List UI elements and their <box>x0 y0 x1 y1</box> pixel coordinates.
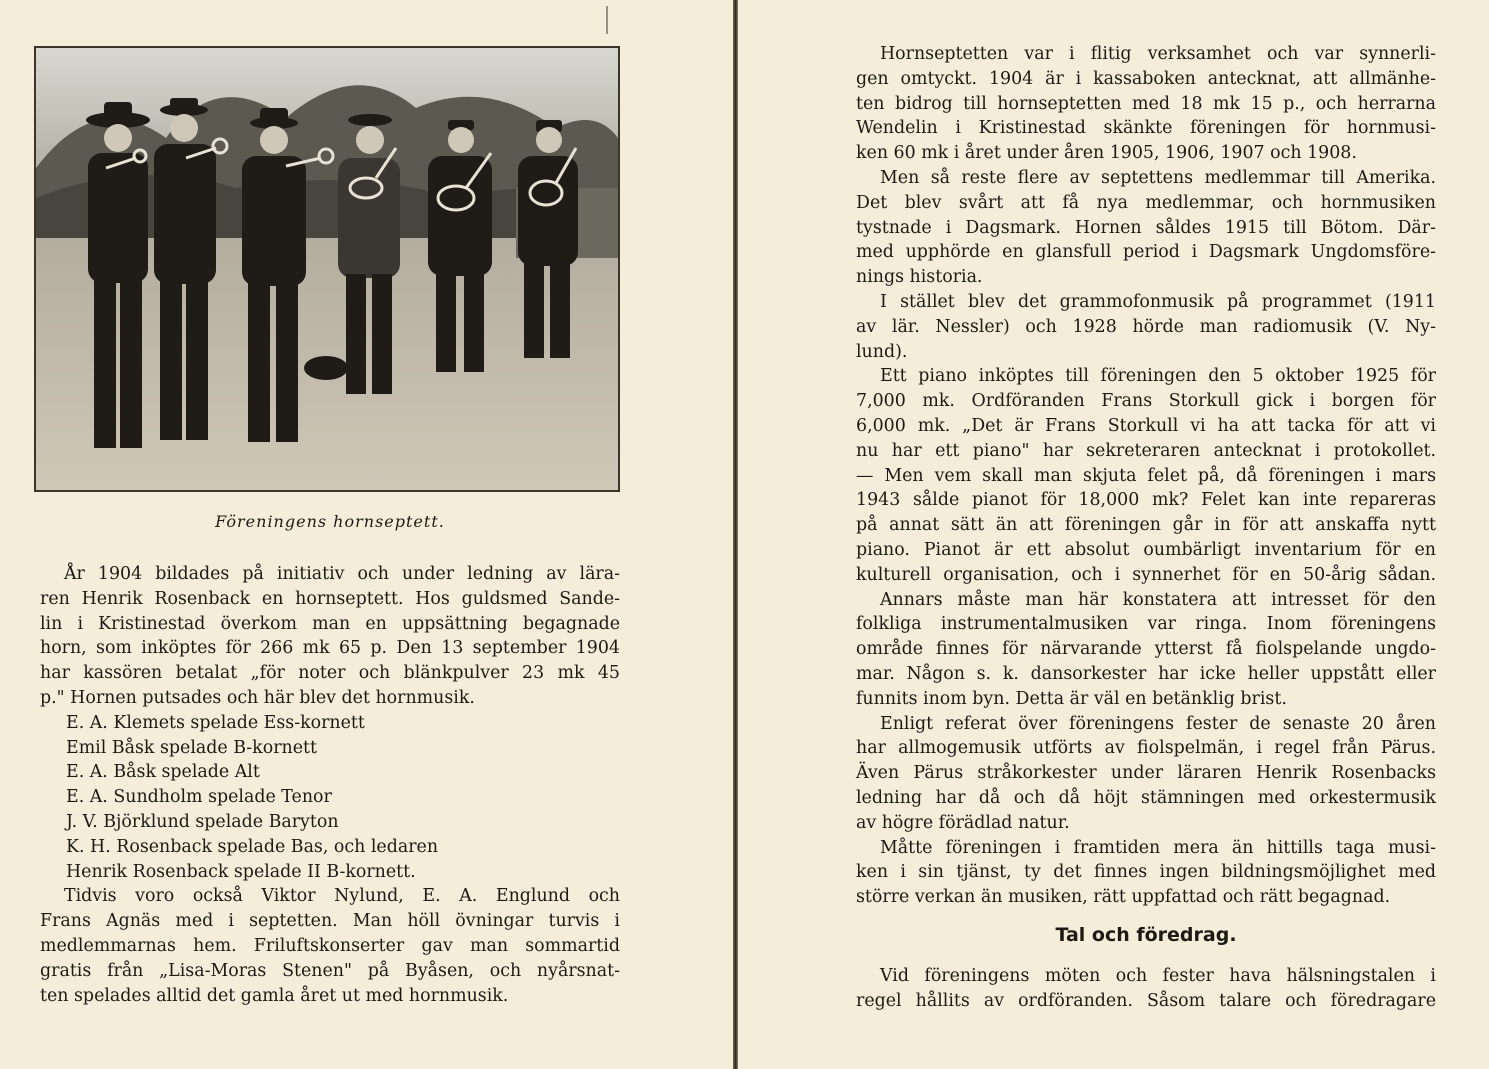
player-line: Emil Båsk spelade B-kornett <box>66 737 317 758</box>
left-page <box>0 0 733 1069</box>
right-page-text <box>856 42 1436 910</box>
text-line: Men så reste flere av septettens medlemmar till Amerika. <box>880 167 1436 188</box>
text-line: större verkan än musiken, rätt uppfattad och rätt begagnad. <box>856 887 1391 908</box>
section-text <box>856 964 1436 1014</box>
text-line: ten bidrog till hornseptetten med 18 mk 15 p., och herrarna <box>856 93 1436 114</box>
text-line: mar. Någon s. k. dansorkester har icke heller uppstått eller <box>856 663 1436 684</box>
text-line: I stället blev det grammofonmusik på programmet (1911 <box>880 291 1436 312</box>
player-line: E. A. Klemets spelade Ess-kornett <box>66 712 365 733</box>
text-line: Tidvis voro också Viktor Nylund, E. A. Englund och <box>64 886 620 907</box>
text-line: 1943 sålde pianot för 18,000 mk? Felet kan inte repareras <box>856 490 1436 511</box>
text-line: Ett piano inköptes till föreningen den 5 oktober 1925 för <box>880 366 1436 387</box>
text-line: nu har ett piano" har sekreteraren antecknat i protokollet. <box>856 440 1436 461</box>
text-line: tystnade i Dagsmark. Hornen såldes 1915 till Bötom. Där- <box>856 217 1436 238</box>
text-line: gratis från „Lisa-Moras Stenen" på Byåsen, och nyårsnat- <box>40 960 620 981</box>
left-page-text <box>40 562 620 1008</box>
text-line: Enligt referat över föreningens fester de senaste 20 åren <box>880 713 1436 734</box>
text-line: lin i Kristinestad överkom man en uppsättning begagnade <box>40 613 620 634</box>
player-line: E. A. Sundholm spelade Tenor <box>66 787 332 808</box>
text-line: av lär. Nessler) och 1928 hörde man radiomusik (V. Ny- <box>856 316 1436 337</box>
text-line: Det blev svårt att få nya medlemmar, och hornmusiken <box>856 192 1436 213</box>
text-line: med upphörde en glansfull period i Dagsmark Ungdomsföre- <box>856 242 1436 263</box>
photo-caption: Föreningens hornseptett. <box>215 512 445 531</box>
text-line: ken 60 mk i året under åren 1905, 1906, 1907 och 1908. <box>856 143 1357 164</box>
text-line: ren Henrik Rosenback en hornseptett. Hos guldsmed Sande- <box>40 588 620 609</box>
band-photo <box>34 46 620 492</box>
text-line: Vid föreningens möten och fester hava hälsningstalen i <box>880 966 1436 986</box>
text-line: piano. Pianot är ett absolut oumbärligt inventarium för en <box>856 539 1436 560</box>
text-line: funnits inom byn. Detta är väl en betänklig brist. <box>856 688 1287 709</box>
text-line: på annat sätt än att föreningen går in för att anskaffa nytt <box>856 515 1436 536</box>
text-line: har kassören betalat „för noter och blänkpulver 23 mk 45 <box>40 663 620 684</box>
text-line: har allmogemusik utförts av fiolspelmän, i regel från Pärus. <box>856 738 1436 759</box>
text-line: Annars måste man här konstatera att intresset för den <box>880 589 1436 610</box>
text-line: regel hållits av ordföranden. Såsom talare och föredragare <box>856 990 1436 1011</box>
text-line: 6,000 mk. „Det är Frans Storkull vi ha att tacka för att vi <box>856 415 1436 436</box>
text-line: kulturell organisation, och i synnerhet för en 50-årig sådan. <box>856 564 1436 585</box>
section-heading: Tal och föredrag. <box>1055 924 1237 946</box>
player-line: K. H. Rosenback spelade Bas, och ledaren <box>66 836 439 857</box>
player-line: J. V. Björklund spelade Baryton <box>66 811 339 832</box>
text-line: p." Hornen putsades och här blev det hornmusik. <box>40 687 475 708</box>
text-line: av högre förädlad natur. <box>856 812 1070 833</box>
text-line: År 1904 bildades på initiativ och under ledning av lära- <box>64 564 620 584</box>
text-line: folkliga instrumentalmusiken var ringa. Inom föreningens <box>856 614 1436 635</box>
text-line: Frans Agnäs med i septetten. Man höll övningar turvis i <box>40 911 620 932</box>
player-line: E. A. Båsk spelade Alt <box>66 762 260 783</box>
text-line: — Men vem skall man skjuta felet på, då föreningen i mars <box>856 465 1436 486</box>
text-line: lund). <box>856 341 908 362</box>
text-line: ten spelades alltid det gamla året ut med hornmusik. <box>40 985 509 1006</box>
page-mark <box>606 6 608 34</box>
text-line: horn, som inköptes för 266 mk 65 p. Den 13 september 1904 <box>40 638 620 659</box>
text-line: gen omtyckt. 1904 är i kassaboken antecknat, att allmänhe- <box>856 68 1436 89</box>
text-line: Hornseptetten var i flitig verksamhet och var synnerli- <box>880 44 1436 64</box>
text-line: 7,000 mk. Ordföranden Frans Storkull gick i borgen för <box>856 391 1436 412</box>
text-line: Wendelin i Kristinestad skänkte föreningen för hornmusi- <box>856 118 1436 139</box>
text-line: nings historia. <box>856 267 983 288</box>
text-line: ledning har då och då höjt stämningen med orkestermusik <box>856 787 1436 808</box>
text-line: Även Pärus stråkorkester under läraren Henrik Rosenbacks <box>856 763 1436 784</box>
player-line: Henrik Rosenback spelade II B-kornett. <box>66 861 416 882</box>
band-photo-illustration <box>36 48 618 490</box>
text-line: ken i sin tjänst, ty det finnes ingen bildningsmöjlighet med <box>856 862 1436 883</box>
text-line: område finnes för närvarande ytterst få fiolspelande ungdo- <box>856 639 1436 660</box>
text-line: Måtte föreningen i framtiden mera än hittills taga musi- <box>880 837 1436 858</box>
text-line: medlemmarnas hem. Friluftskonserter gav man sommartid <box>40 935 620 956</box>
